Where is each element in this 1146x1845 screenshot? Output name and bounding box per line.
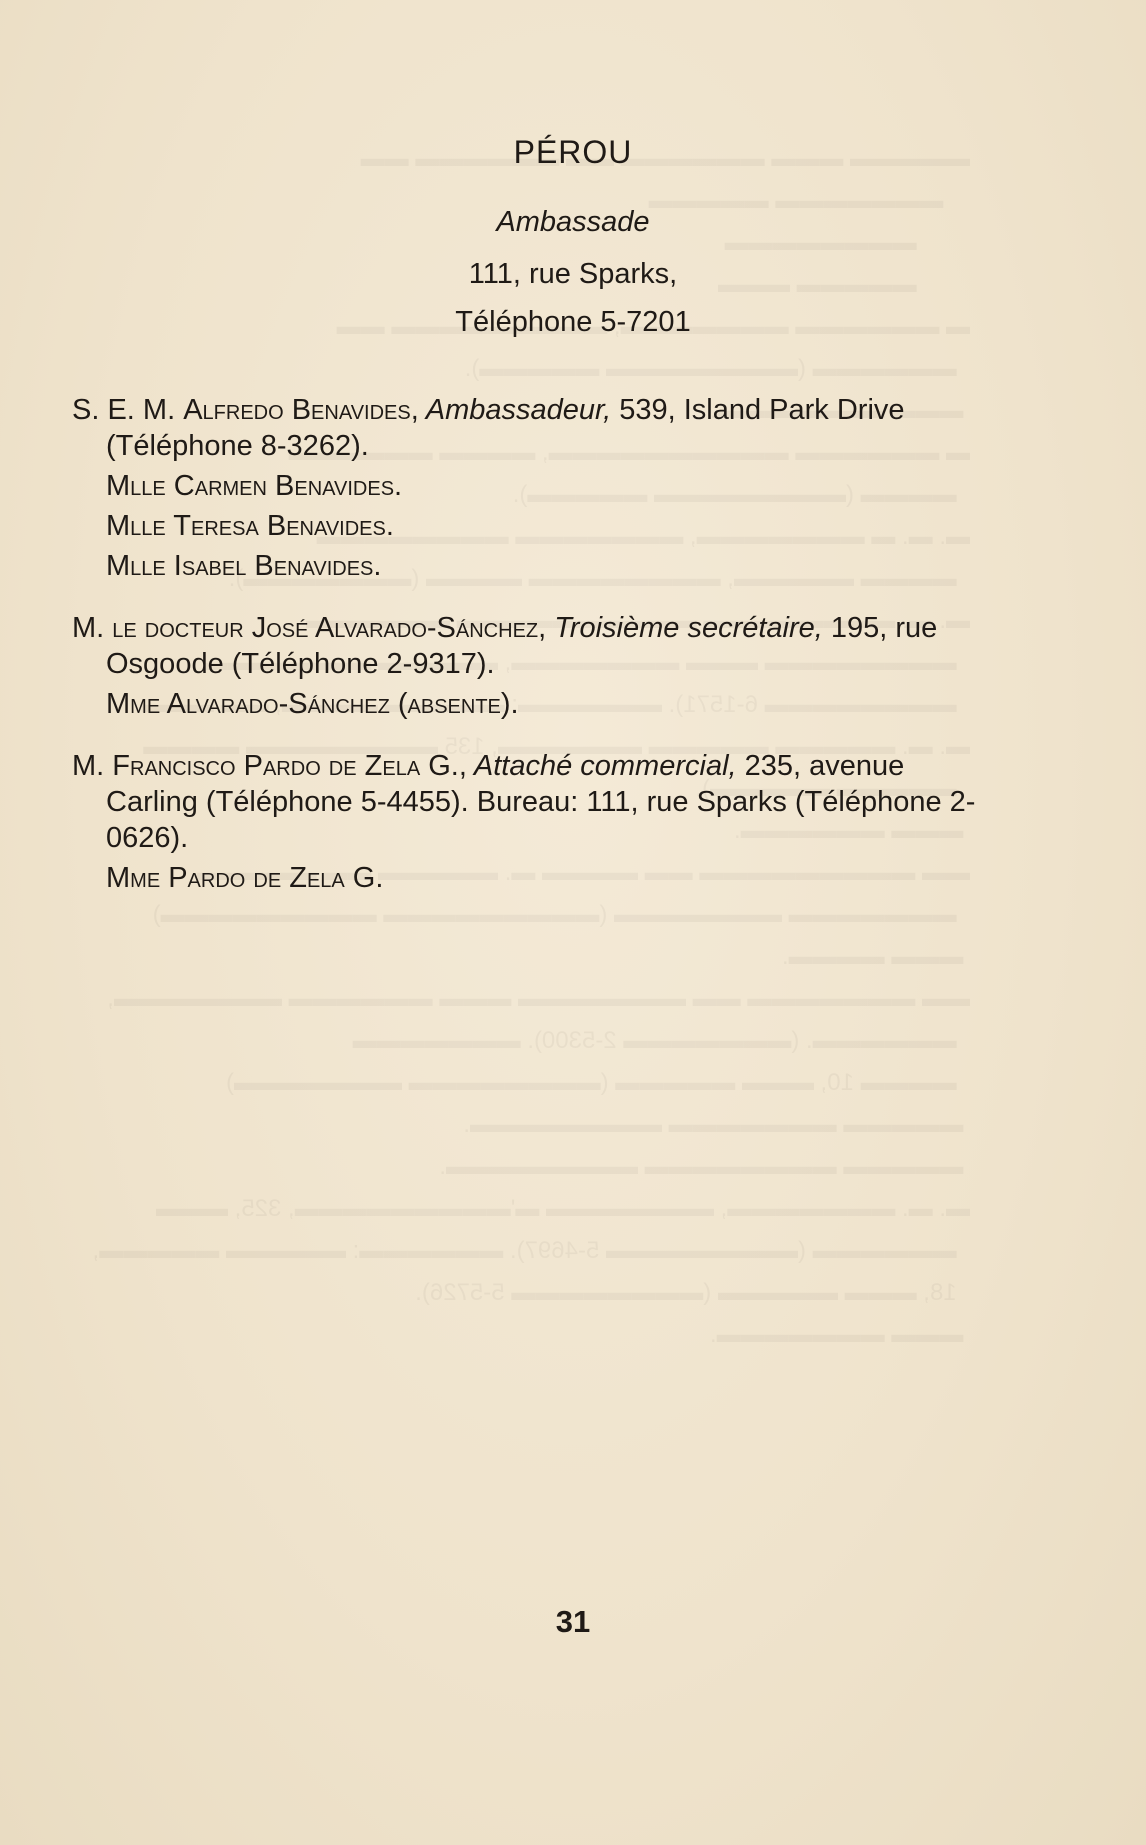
staff-list	[72, 392, 982, 922]
dependent: Mlle Teresa Benavides.	[106, 510, 394, 542]
entry-prefix: S. E. M.	[72, 394, 184, 426]
entry-prefix: M.	[72, 612, 113, 644]
entry-prefix: M.	[72, 750, 113, 782]
dependent: Mme Pardo de Zela G.	[106, 862, 384, 894]
mission-telephone: Téléphone 5-7201	[455, 306, 691, 338]
mission-address: 111, rue Sparks,	[468, 258, 678, 290]
entry-main-line	[72, 392, 982, 464]
entry-details: 235, avenue Carling (Téléphone 5-4455). Bureau: 111, rue Sparks (Téléphone 2-0626).	[106, 750, 976, 854]
staff-entry	[72, 748, 982, 896]
page-number: 31	[555, 1604, 591, 1639]
entry-name: Francisco Pardo de Zela G.,	[112, 750, 467, 782]
mission-type: Ambassade	[496, 206, 650, 238]
entry-title: Ambassadeur,	[418, 394, 612, 426]
dependent: Mlle Carmen Benavides.	[106, 470, 403, 502]
entry-main-line	[72, 748, 982, 856]
entry-main-line	[72, 610, 982, 682]
dependent: Mme Alvarado-Sánchez (absente).	[106, 688, 519, 720]
entry-details: 539, Island Park Drive (Téléphone 8-3262).	[106, 394, 905, 462]
entry-title: Troisième secrétaire,	[546, 612, 823, 644]
entry-details: 195, rue Osgoode (Téléphone 2-9317).	[106, 612, 938, 680]
dependent: Mlle Isabel Benavides.	[106, 550, 382, 582]
staff-entry	[72, 610, 982, 722]
entry-name: Alfredo Benavides,	[183, 394, 419, 426]
country-heading: PÉROU	[513, 134, 633, 170]
entry-title: Attaché commercial,	[466, 750, 737, 782]
entry-name: le docteur José Alvarado-Sánchez,	[112, 612, 547, 644]
staff-entry	[72, 392, 982, 584]
